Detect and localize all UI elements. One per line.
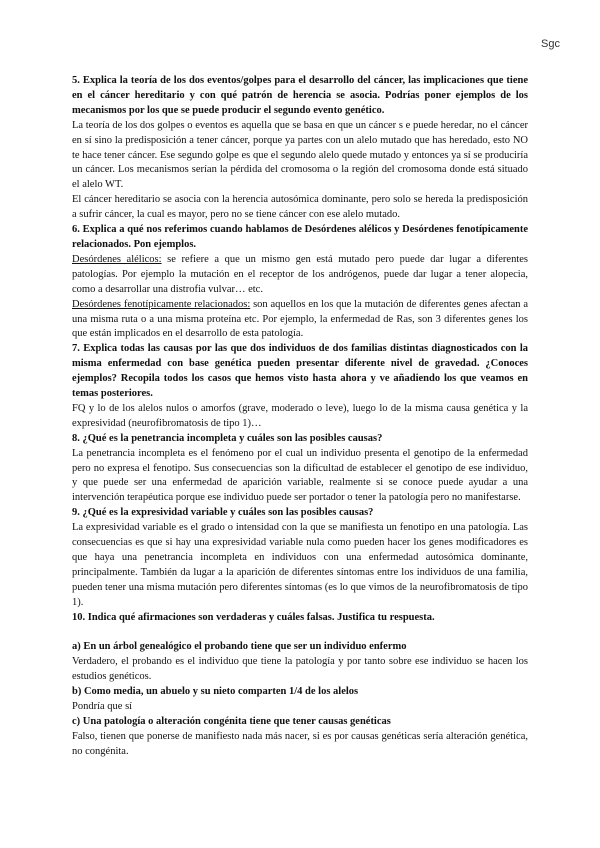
question-10c: c) Una patología o alteración congénita tiene que tener causas genéticas xyxy=(72,715,391,727)
question-9: 9. ¿Qué es la expresividad variable y cuáles son las posibles causas? xyxy=(72,507,374,519)
answer-5-paragraph-2: El cáncer hereditario se asocia con la herencia autosómica dominante, pero solo se hereda la predisposición a sufrir cáncer, la cual es mayor, pero no se tiene cáncer con ese alelo mutado. xyxy=(72,194,528,221)
answer-7: FQ y lo de los alelos nulos o amorfos (grave, moderado o leve), luego lo de la misma causa genética y la expresividad (neurofibromatosis de tipo 1)… xyxy=(72,402,528,429)
blank-line xyxy=(72,626,528,641)
answer-6-text-1: se refiere a que un mismo gen está mutado pero puede dar lugar a diferentes patologías. Por ejemplo la mutación en el receptor de los andrógenos, puede dar lugar a tener alopecia, como a desarrollar una distrofia vulvar… etc. xyxy=(72,253,528,295)
answer-6-paragraph-2 xyxy=(72,298,528,343)
question-6: 6. Explica a qué nos referimos cuando hablamos de Desórdenes alélicos y Desórdenes fenotípicamente relacionados. Pon ejemplos. xyxy=(72,224,528,250)
question-10b: b) Como media, un abuelo y su nieto comparten 1/4 de los alelos xyxy=(72,686,359,698)
question-7: 7. Explica todas las causas por las que dos individuos de dos familias distintas diagnosticados con la misma enfermedad con base genética pueden presentar diferente nivel de gravedad. ¿Conoces ejemplos? Recopila todos los casos que hemos visto hasta ahora y ve añadiendo los que veamos en temas posteriores. xyxy=(72,343,528,400)
answer-10b: Pondría que sí xyxy=(72,701,133,713)
question-10a: a) En un árbol genealógico el probando tiene que ser un individuo enfermo xyxy=(72,641,407,653)
answer-8: La penetrancia incompleta es el fenómeno por el cual un individuo presenta el genotipo de la enfermedad pero no expresa el fenotipo. Sus consecuencias son la dificultad de establecer el genotipo de ese individuo, y que puede ser una enfermedad de aparición variable, realmente si se conoce puede ayudar a una intervención terapéutica porque ese individuo puede ser portador o tener la patología pero no manifestarse. xyxy=(72,447,528,504)
term-desordenes-alelicos: Desórdenes alélicos: xyxy=(72,253,162,265)
term-desordenes-fenotipicos: Desórdenes fenotípicamente relacionados: xyxy=(72,298,251,310)
answer-10a: Verdadero, el probando es el individuo que tiene la patología y por tanto sobre ese individuo se hacen los estudios genéticos. xyxy=(72,656,528,683)
answer-5-paragraph-1: La teoría de los dos golpes o eventos es aquella que se basa en que un cáncer s e puede heredar, no el cáncer en sí sino la predisposición a tener cáncer, porque ya partes con un alelo mutado que has heredado, esto NO te hace tener cáncer. Ese segundo golpe es que el segundo alelo quede mutado y entonces ya sí se produciría un cáncer. Los mecanismos serían la pérdida del cromosoma o la región del cromosoma donde está situado el alelo WT. xyxy=(72,119,528,191)
header-tag: Sgc xyxy=(541,38,560,50)
document-body xyxy=(72,74,528,760)
answer-6-paragraph-1 xyxy=(72,253,528,298)
question-10: 10. Indica qué afirmaciones son verdaderas y cuáles falsas. Justifica tu respuesta. xyxy=(72,611,435,623)
question-5: 5. Explica la teoría de los dos eventos/golpes para el desarrollo del cáncer, las implicaciones que tiene en el cáncer hereditario y con qué patrón de herencia se asocia. Podrías poner ejemplos de los mecanismos por los que se puede producir el segundo evento genético. xyxy=(72,75,528,116)
answer-10c: Falso, tienen que ponerse de manifiesto nada más nacer, si es por causas genéticas sería alteración genética, no congénita. xyxy=(72,730,528,757)
answer-9: La expresividad variable es el grado o intensidad con la que se manifiesta un fenotipo en una patología. Las consecuencias es que si hay una expresividad variable nula como pueden hacer los genes modificadores es que haya una penetrancia incompleta en individuos con una enfermedad autosómica dominante, principalmente. También da lugar a la aparición de diferentes síntomas entre los individuos de una familia, pueden tener una misma mutación pero diferentes síntomas (es lo que vimos de la neurofibromatosis de tipo 1). xyxy=(72,522,528,608)
question-8: 8. ¿Qué es la penetrancia incompleta y cuáles son las posibles causas? xyxy=(72,432,383,444)
answer-6-text-2: son aquellos en los que la mutación de diferentes genes afectan a una misma ruta o a una misma proteína etc. Por ejemplo, la enfermedad de Ras, son 3 diferentes genes los que están implicados en el desarrollo de esta patología. xyxy=(72,298,529,340)
